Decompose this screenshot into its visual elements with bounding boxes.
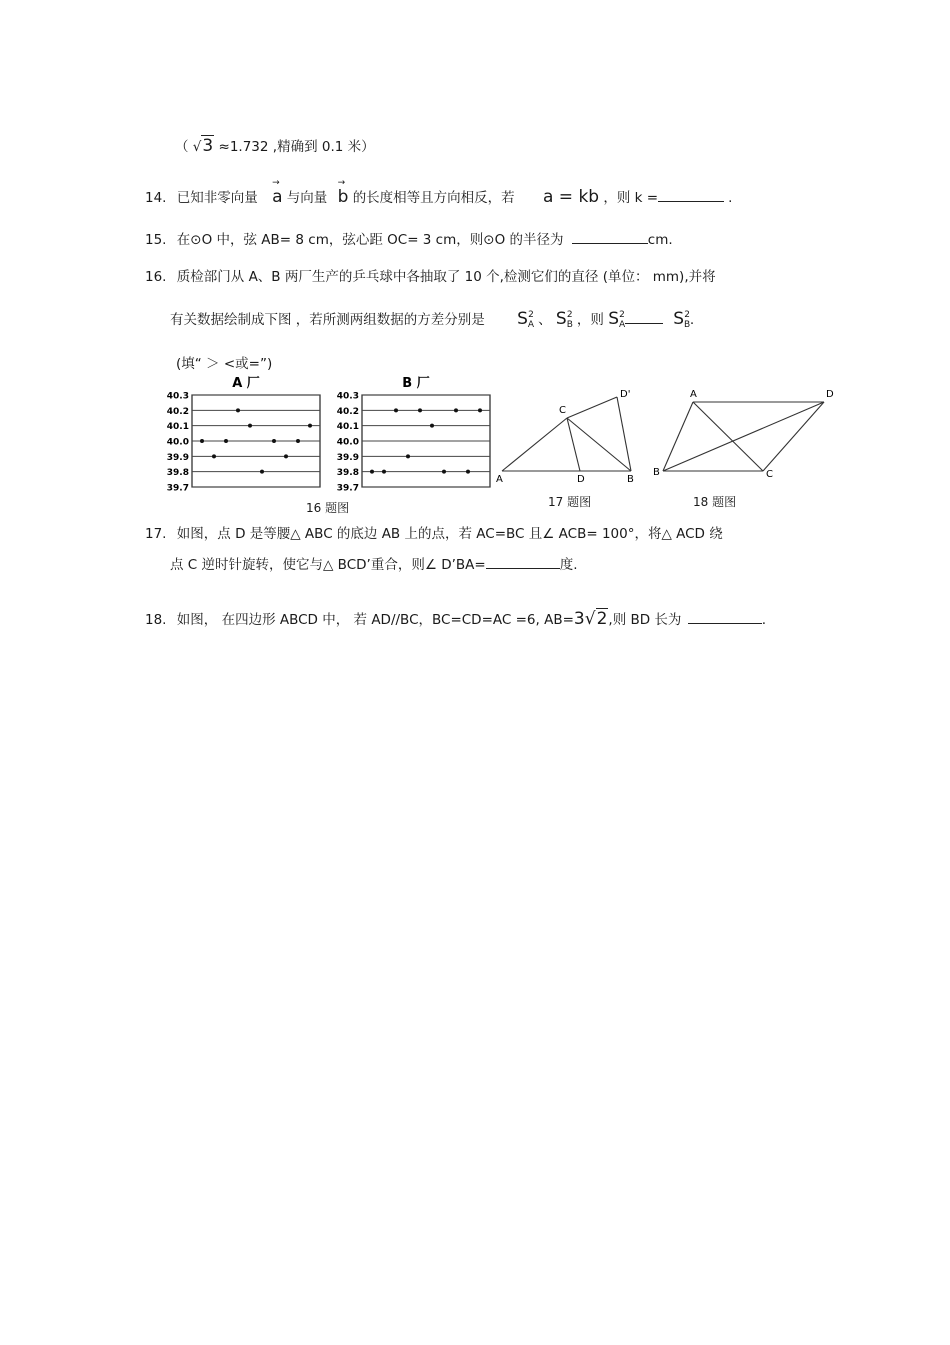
data-point — [224, 439, 228, 443]
answer-blank[interactable] — [572, 231, 648, 244]
sup-2: 2 — [684, 310, 690, 320]
radicand: 3 — [202, 136, 214, 156]
y-tick-label: 40.2 — [166, 406, 189, 417]
question-16-line-1 — [145, 265, 716, 285]
fig18-caption: 18 题图 — [693, 495, 737, 509]
data-point — [466, 470, 470, 474]
question-number: 16. — [145, 269, 167, 285]
sqrt-2: √2 — [584, 609, 608, 629]
sub-b: B — [566, 320, 573, 330]
q14-text-2: 与向量 — [286, 190, 328, 206]
paren-open: （ — [175, 139, 189, 155]
vector-b: → b — [338, 187, 349, 207]
y-tick-label: 39.8 — [166, 468, 189, 479]
sub-a: A — [527, 320, 535, 330]
q13-note — [175, 135, 375, 156]
segment-dpb — [617, 397, 631, 471]
sqrt-3: √3 — [192, 136, 214, 156]
sup-2: 2 — [619, 310, 625, 320]
data-point — [454, 408, 458, 412]
question-17-line-2 — [170, 553, 578, 573]
s-symbol: S — [673, 309, 684, 329]
q14-text-3: 的长度相等且方向相反，若 — [352, 190, 515, 206]
y-tick-label: 40.1 — [166, 422, 189, 433]
label-c: C — [766, 469, 773, 480]
q18-end: . — [761, 612, 767, 628]
then-text: ，则 — [576, 312, 604, 328]
s-symbol: S — [517, 309, 528, 329]
separator: 、 — [538, 312, 552, 328]
fig17-caption: 17 题图 — [548, 495, 592, 509]
question-number: 18. — [145, 612, 167, 628]
q18-text-1: 如图， 在四边形 ABCD 中， 若 AD//BC，BC=CD=AC =6, AB= — [176, 612, 574, 628]
fig18-diagram — [648, 383, 838, 488]
y-tick-label: 40.2 — [336, 406, 359, 417]
q15-end: cm. — [647, 232, 673, 248]
s-symbol: S — [555, 309, 567, 329]
segment-ac — [693, 402, 763, 471]
q14-text-4: ，则 k = — [603, 190, 659, 206]
answer-blank[interactable] — [625, 311, 663, 324]
label-c: C — [559, 405, 566, 416]
y-tick-label: 40.1 — [336, 422, 359, 433]
q17-text-1: 如图，点 D 是等腰△ ABC 的底边 AB 上的点，若 AC=BC 且∠ ACB= 100°，将△ ACD 绕 — [176, 526, 723, 542]
y-tick-label: 39.9 — [336, 452, 359, 463]
segment-bd — [663, 402, 824, 471]
approx-text: ≈1.732 ,精确到 — [218, 139, 318, 155]
data-point — [236, 408, 240, 412]
q16-hint: (填“ ＞ <或=”) — [176, 356, 273, 372]
q17-end: 度. — [559, 557, 578, 573]
fig16a-chart — [160, 372, 330, 494]
radicand: 2 — [596, 609, 608, 629]
variance-a-2 — [608, 309, 625, 329]
precision-text: 0.1 米） — [321, 139, 375, 155]
y-tick-label: 39.8 — [336, 468, 359, 479]
data-point — [430, 424, 434, 428]
y-tick-label: 39.7 — [336, 483, 359, 494]
data-point — [370, 470, 374, 474]
question-18 — [145, 608, 766, 629]
question-16-line-3 — [176, 352, 272, 372]
y-tick-label: 40.3 — [336, 391, 359, 402]
question-number: 17. — [145, 526, 167, 542]
fig17-diagram — [490, 383, 640, 488]
data-point — [296, 439, 300, 443]
question-number: 14. — [145, 190, 167, 206]
q14-end: . — [728, 190, 733, 206]
question-number: 15. — [145, 232, 167, 248]
s-symbol: S — [608, 309, 619, 329]
sup-2: 2 — [528, 310, 534, 320]
y-tick-label: 39.7 — [166, 483, 189, 494]
sup-2: 2 — [566, 310, 573, 320]
q17-text-2: 点 C 逆时针旋转，使它与△ BCD’重合，则∠ D’BA= — [170, 557, 486, 573]
y-tick-label: 40.0 — [166, 437, 189, 448]
fig16b-title: B 厂 — [402, 376, 430, 391]
label-d: D — [577, 474, 585, 485]
question-16-line-2 — [170, 308, 694, 330]
q16-text-2: 有关数据绘制成下图 ，若所测两组数据的方差分别是 — [170, 312, 485, 328]
variance-b — [556, 309, 573, 329]
vector-a: → a — [272, 187, 282, 207]
fig16-caption: 16 题图 — [306, 501, 350, 515]
data-point — [200, 439, 204, 443]
q16-text-1: 质检部门从 A、B 两厂生产的乒乓球中各抽取了 10 个,检测它们的直径 (单位： mm),并将 — [176, 269, 716, 285]
data-point — [260, 470, 264, 474]
question-15 — [145, 228, 673, 248]
data-point — [284, 454, 288, 458]
data-point — [382, 470, 386, 474]
y-tick-label: 39.9 — [166, 452, 189, 463]
data-point — [272, 439, 276, 443]
answer-blank[interactable] — [658, 189, 724, 202]
q15-text: 在⊙O 中，弦 AB= 8 cm，弦心距 OC= 3 cm，则⊙O 的半径为 — [176, 232, 564, 248]
y-tick-label: 40.3 — [166, 391, 189, 402]
data-point — [308, 424, 312, 428]
q14-text-1: 已知非零向量 — [176, 190, 258, 206]
data-point — [248, 424, 252, 428]
label-a: A — [690, 389, 697, 400]
answer-blank[interactable] — [486, 556, 560, 569]
data-point — [418, 408, 422, 412]
data-point — [406, 454, 410, 458]
variance-a — [517, 309, 534, 329]
answer-blank[interactable] — [688, 611, 762, 624]
coef-3: 3 — [573, 609, 585, 629]
label-b: B — [653, 467, 660, 478]
label-d: D — [826, 389, 834, 400]
segment-cd — [567, 418, 580, 471]
label-b: B — [627, 474, 634, 485]
label-a: A — [496, 474, 503, 485]
segment-cb — [567, 418, 631, 471]
fig16b-chart — [330, 372, 500, 494]
sub-b: B — [684, 320, 691, 330]
data-point — [478, 408, 482, 412]
question-14 — [145, 186, 732, 207]
question-17-line-1 — [145, 522, 723, 542]
q18-text-2: ,则 BD 长为 — [608, 612, 682, 628]
fig16a-title: A 厂 — [232, 376, 260, 391]
segment-cdp — [567, 397, 617, 418]
segment-cd — [763, 402, 824, 471]
y-tick-label: 40.0 — [336, 437, 359, 448]
sub-a: A — [619, 320, 626, 330]
segment-ac — [502, 418, 567, 471]
data-point — [212, 454, 216, 458]
data-point — [394, 408, 398, 412]
variance-b-2 — [673, 309, 690, 329]
label-dprime: D' — [620, 389, 631, 400]
data-point — [442, 470, 446, 474]
q16-end: . — [689, 312, 695, 328]
vector-equation: a = kb — [542, 187, 600, 207]
